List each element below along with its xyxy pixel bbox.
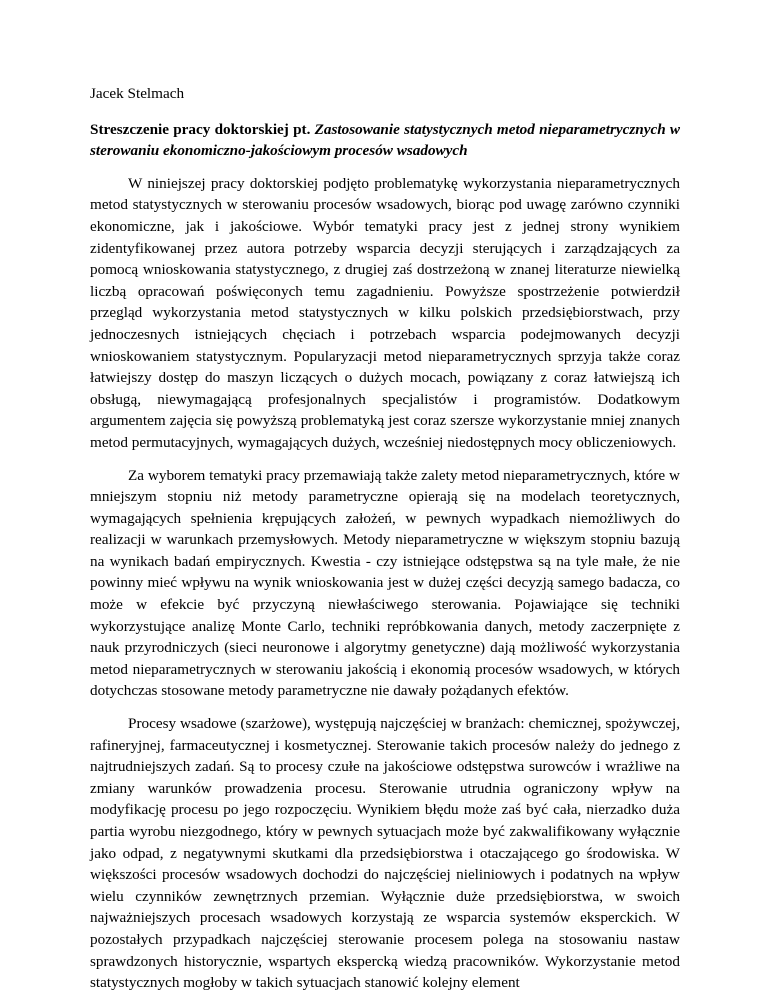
author-name: Jacek Stelmach — [90, 85, 185, 102]
title-italic: Zastosowanie statystycznych metod nieparametrycznych w sterowaniu ekonomiczno-jakościowym procesów wsadowych — [90, 120, 680, 160]
paragraph-2: Za wyborem tematyki pracy przemawiają także zalety metod nieparametrycznych, które w mniejszym stopniu niż metody parametryczne opierają się na modelach teoretycznych, wymagających spełnienia krępujących założeń, w pewnych wypadkach niemożliwych do realizacji w warunkach przemysłowych. Metody nieparametryczne w większym stopniu bazują na wynikach badań empirycznych. Kwestia - czy istniejące odstępstwa są na tyle małe, że nie powinny mieć wpływu na wynik wnioskowania jest w dużej części decyzją samego badacza, co może w efekcie być przyczyną niewłaściwego sterowania. Pojawiające się techniki wykorzystujące analizę Monte Carlo, techniki repróbkowania danych, metody zaczerpnięte z nauk przyrodniczych (sieci neuronowe i algorytmy genetyczne) dają możliwość wykorzystania metod nieparametrycznych w sterowaniu jakością i ekonomią procesów wsadowych, w których dotychczas stosowane metody parametryczne nie dawały pożądanych efektów. — [90, 466, 680, 700]
title-prefix: Streszczenie pracy doktorskiej pt. — [90, 120, 311, 138]
paragraph-3: Procesy wsadowe (szarżowe), występują najczęściej w branżach: chemicznej, spożywczej, rafineryjnej, farmaceutycznej i kosmetycznej. Sterowanie takich procesów należy do jednego z najtrudniejszych zadań. Są to procesy czułe na jakościowe odstępstwa surowców i wrażliwe na zmiany warunków prowadzenia procesu. Sterowanie utrudnia ograniczony wpływ na modyfikację procesu po jego rozpoczęciu. Wynikiem błędu może zaś być cała, nierzadko duża partia wyrobu niezgodnego, który w pewnych sytuacjach może być zakwalifikowany wyłącznie jako odpad, z negatywnymi skutkami dla przedsiębiorstwa i otaczającego go środowiska. W większości procesów wsadowych dochodzi do najczęściej nieliniowych i podatnych na wpływ wielu czynników zewnętrznych przemian. Wyłącznie duże przedsiębiorstwa, w swoich najważniejszych procesach wsadowych korzystają ze wsparcia systemów eksperckich. W pozostałych przypadkach najczęściej sterowanie procesem polega na stosowaniu nastaw sprawdzonych historycznie, wspartych ekspercką wiedzą pracowników. Wykorzystanie metod statystycznych mogłoby w takich sytuacjach stanowić kolejny element — [90, 715, 680, 992]
paragraph-1: W niniejszej pracy doktorskiej podjęto problematykę wykorzystania nieparametrycznych metod statystycznych w sterowaniu procesów wsadowych, biorąc pod uwagę zarówno czynniki ekonomiczne, jak i jakościowe. Wybór tematyki pracy jest z jednej strony wynikiem zidentyfikowanej przez autora potrzeby wsparcia decyzji sterujących i zarządzających za pomocą wnioskowania statystycznego, z drugiej zaś dostrzeżoną w znanej literaturze niewielką liczbą opracowań poświęconych temu zagadnieniu. Powyższe spostrzeżenie potwierdził przegląd wykorzystania metod statystycznych w kilku polskich przedsiębiorstwach, przy jednoczesnych istniejących chęciach i potrzebach wsparcia podejmowanych decyzji wnioskowaniem statystycznym. Popularyzacji metod nieparametrycznych sprzyja także coraz łatwiejszy dostęp do maszyn liczących o dużych mocach, powiązany z coraz łatwiejszą ich obsługą, niewymagającą profesjonalnych specjalistów i programistów. Dodatkowym argumentem zajęcia się powyższą problematyką jest coraz szersze wykorzystanie mniej znanych metod permutacyjnych, wymagających dużych, wcześniej niedostępnych mocy obliczeniowych. — [90, 174, 680, 451]
document-title — [90, 119, 680, 162]
document-page — [90, 83, 680, 994]
